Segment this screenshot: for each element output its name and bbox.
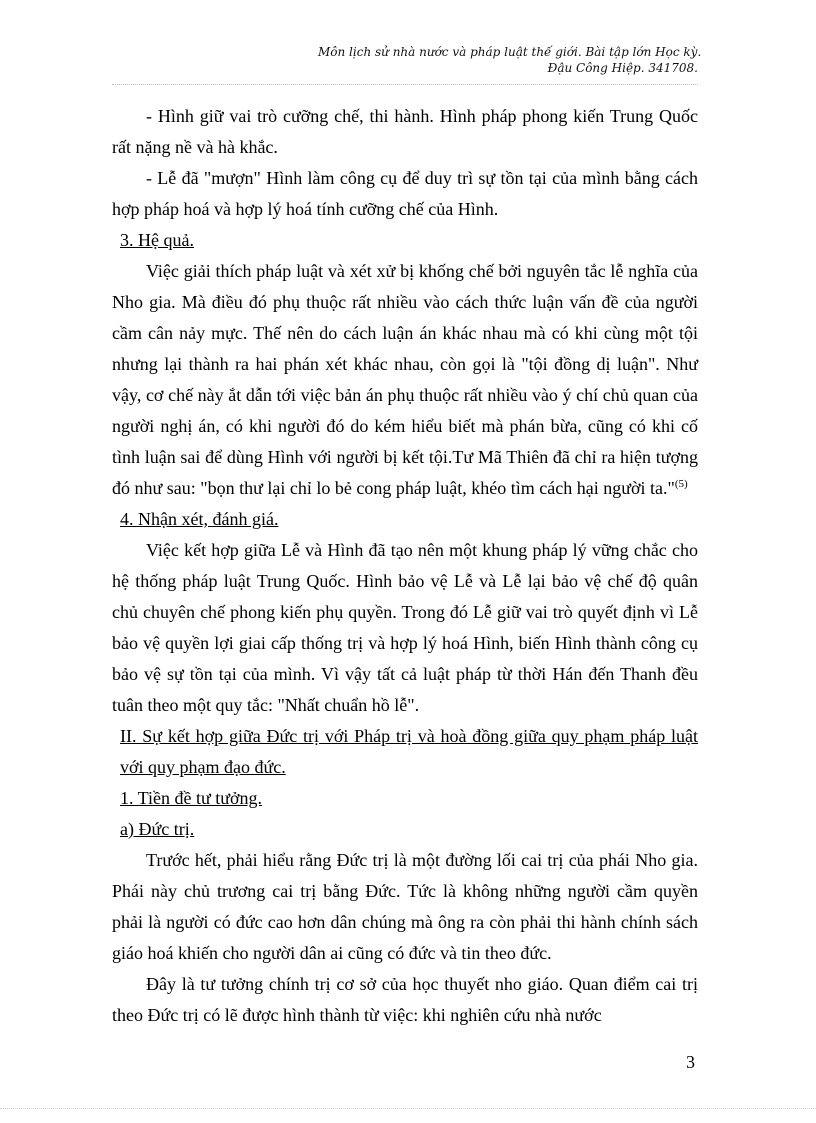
paragraph-duc-tri-basis: Đây là tư tưởng chính trị cơ sở của học thuyết nho giáo. Quan điểm cai trị theo Đức trị có lẽ được hình thành từ việc: khi nghiên cứu nhà nước <box>112 974 698 1025</box>
section-heading-evaluation <box>112 504 698 535</box>
paragraph-consequences <box>112 256 698 504</box>
section-heading-evaluation-text: 4. Nhận xét, đánh giá. <box>120 509 279 529</box>
footer-divider <box>0 1108 816 1109</box>
header-divider <box>112 84 698 85</box>
subsection-heading-duc-tri <box>112 814 698 845</box>
section-heading-consequences-text: 3. Hệ quả. <box>120 230 194 250</box>
header-course-line: Môn lịch sử nhà nước và pháp luật thế giới. Bài tập lớn Học kỳ. <box>318 45 702 59</box>
paragraph-le-borrows-hinh: - Lễ đã "mượn" Hình làm công cụ để duy trì sự tồn tại của mình bằng cách hợp pháp hoá và hợp lý hoá tính cưỡng chế của Hình. <box>112 168 698 219</box>
section-heading-ideology <box>112 783 698 814</box>
paragraph-duc-tri-definition: Trước hết, phải hiểu rằng Đức trị là một đường lối cai trị của phái Nho gia. Phái này chủ trương cai trị bằng Đức. Tức là không những người cầm quyền phải là người có đức cao hơn dân chúng mà ông ra còn phải thi hành chính sách giáo hoá khiến cho người dân ai cũng có đức và tin theo đức. <box>112 850 698 963</box>
document-body <box>112 101 698 1031</box>
subsection-heading-duc-tri-text: a) Đức trị. <box>120 819 195 839</box>
major-heading-ii <box>112 721 698 783</box>
section-heading-consequences <box>112 225 698 256</box>
paragraph-evaluation: Việc kết hợp giữa Lễ và Hình đã tạo nên một khung pháp lý vững chắc cho hệ thống pháp luật Trung Quốc. Hình bảo vệ Lễ và Lễ lại bảo vệ chế độ quân chủ chuyên chế phong kiến phụ quyền. Trong đó Lễ giữ vai trò quyết định vì Lễ bảo vệ quyền lợi giai cấp thống trị và hợp lý hoá Hình, biến Hình thành công cụ bảo vệ sự tồn tại của mình. Vì vậy tất cả luật pháp từ thời Hán đến Thanh đều tuân theo một quy tắc: "Nhất chuẩn hồ lễ". <box>112 540 698 715</box>
document-header <box>318 44 702 76</box>
header-author-line: Đậu Công Hiệp. 341708. <box>547 61 698 75</box>
footnote-ref: (5) <box>674 478 688 490</box>
page-number: 3 <box>686 1052 695 1072</box>
section-heading-ideology-text: 1. Tiền đề tư tưởng. <box>120 788 263 808</box>
major-heading-ii-text: II. Sự kết hợp giữa Đức trị với Pháp trị và hoà đồng giữa quy phạm pháp luật với quy phạm đạo đức. <box>120 726 698 777</box>
paragraph-hinh-role: - Hình giữ vai trò cưỡng chế, thi hành. Hình pháp phong kiến Trung Quốc rất nặng nề và hà khắc. <box>112 106 698 157</box>
paragraph-consequences-text: Việc giải thích pháp luật và xét xử bị khống chế bởi nguyên tắc lễ nghĩa của Nho gia. Mà điều đó phụ thuộc rất nhiều vào cách thức luận vấn đề của người cầm cân nảy mực. Thế nên do cách luận án khác nhau mà có khi cùng một tội nhưng lại thành ra hai phán xét khác nhau, còn gọi là "tội đồng dị luận". Như vậy, cơ chế này ắt dẫn tới việc bản án phụ thuộc rất nhiều vào ý chí chủ quan của người nghị án, có khi người đó do kém hiểu biết mà phán bừa, cũng có khi cố tình luận sai để dùng Hình với người bị kết tội.Tư Mã Thiên đã chỉ ra hiện tượng đó như sau: "bọn thư lại chỉ lo bẻ cong pháp luật, khéo tìm cách hại người ta." <box>112 261 698 498</box>
